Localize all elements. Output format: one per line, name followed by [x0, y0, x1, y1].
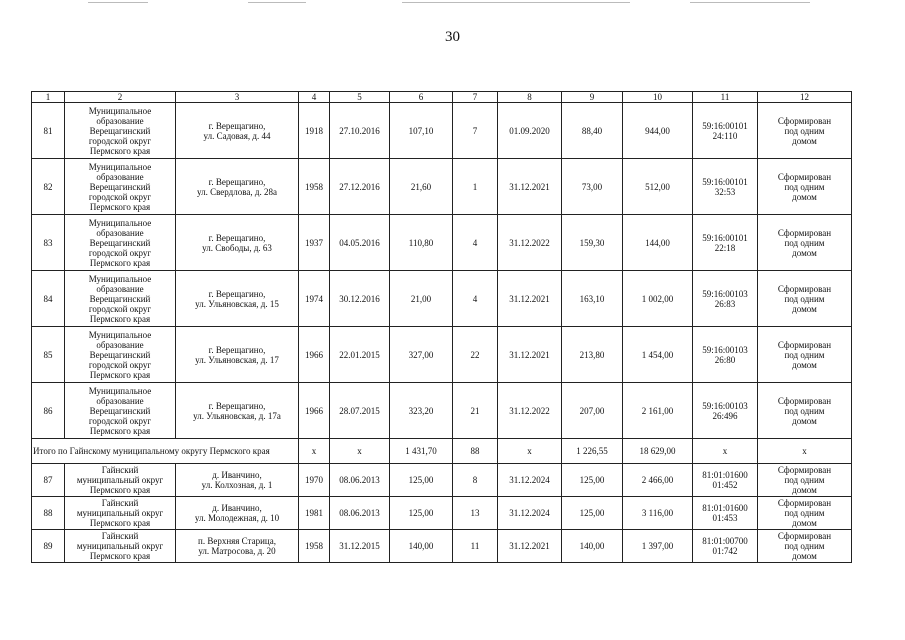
table-row	[32, 383, 852, 439]
area-cell: 323,20	[390, 383, 453, 439]
housing-table	[31, 91, 852, 563]
date-cell: 08.06.2013	[330, 464, 390, 497]
column-number-cell: 7	[453, 92, 498, 103]
table-row	[32, 215, 852, 271]
area-cell: 125,00	[562, 497, 623, 530]
column-number-cell: 2	[65, 92, 176, 103]
cadastral-number-cell: 59:16:00101 24:110	[693, 103, 758, 159]
total-value-cell: x	[330, 439, 390, 464]
cadastral-number-cell: 81:01:01600 01:452	[693, 464, 758, 497]
scan-edge-line-far	[690, 2, 810, 3]
sum-cell: 512,00	[623, 159, 693, 215]
residents-cell: 7	[453, 103, 498, 159]
row-number: 86	[32, 383, 65, 439]
scan-edge-line-left	[88, 2, 148, 3]
address-cell: г. Верещагино, ул. Свободы, д. 63	[176, 215, 299, 271]
date-cell: 31.12.2022	[498, 215, 562, 271]
status-cell: Сформирован под одним домом	[758, 215, 852, 271]
area-cell: 21,60	[390, 159, 453, 215]
year-cell: 1937	[299, 215, 330, 271]
cadastral-number-cell: 59:16:00103 26:80	[693, 327, 758, 383]
sum-cell: 2 466,00	[623, 464, 693, 497]
cadastral-number-cell: 81:01:00700 01:742	[693, 530, 758, 563]
status-cell: Сформирован под одним домом	[758, 497, 852, 530]
column-number-cell: 5	[330, 92, 390, 103]
municipality-cell: Гайнский муниципальный округ Пермского края	[65, 497, 176, 530]
date-cell: 04.05.2016	[330, 215, 390, 271]
cadastral-number-cell: 59:16:00101 22:18	[693, 215, 758, 271]
status-cell: Сформирован под одним домом	[758, 530, 852, 563]
residents-cell: 11	[453, 530, 498, 563]
date-cell: 31.12.2021	[498, 530, 562, 563]
address-cell: д. Иванчино, ул. Молодежная, д. 10	[176, 497, 299, 530]
table-row	[32, 464, 852, 497]
address-cell: п. Верхняя Старица, ул. Матросова, д. 20	[176, 530, 299, 563]
municipality-cell: Гайнский муниципальный округ Пермского края	[65, 464, 176, 497]
column-number-cell: 1	[32, 92, 65, 103]
row-number: 83	[32, 215, 65, 271]
status-cell: Сформирован под одним домом	[758, 159, 852, 215]
area-cell: 327,00	[390, 327, 453, 383]
municipality-cell: Муниципальное образование Верещагинский городской округ Пермского края	[65, 215, 176, 271]
page-number: 30	[445, 29, 460, 45]
date-cell: 22.01.2015	[330, 327, 390, 383]
total-value-cell: x	[693, 439, 758, 464]
table-row	[32, 327, 852, 383]
area-cell: 73,00	[562, 159, 623, 215]
address-cell: д. Иванчино, ул. Колхозная, д. 1	[176, 464, 299, 497]
residents-cell: 4	[453, 271, 498, 327]
address-cell: г. Верещагино, ул. Ульяновская, д. 17	[176, 327, 299, 383]
column-number-cell: 10	[623, 92, 693, 103]
date-cell: 08.06.2013	[330, 497, 390, 530]
year-cell: 1974	[299, 271, 330, 327]
area-cell: 125,00	[390, 497, 453, 530]
row-number: 84	[32, 271, 65, 327]
date-cell: 28.07.2015	[330, 383, 390, 439]
column-number-cell: 12	[758, 92, 852, 103]
cadastral-number-cell: 81:01:01600 01:453	[693, 497, 758, 530]
municipality-cell: Гайнский муниципальный округ Пермского края	[65, 530, 176, 563]
date-cell: 31.12.2024	[498, 497, 562, 530]
column-number-cell: 3	[176, 92, 299, 103]
scan-edge-line-right	[402, 2, 630, 3]
date-cell: 27.10.2016	[330, 103, 390, 159]
status-cell: Сформирован под одним домом	[758, 271, 852, 327]
address-cell: г. Верещагино, ул. Ульяновская, д. 17а	[176, 383, 299, 439]
total-value-cell: 1 226,55	[562, 439, 623, 464]
year-cell: 1966	[299, 383, 330, 439]
residents-cell: 1	[453, 159, 498, 215]
municipality-cell: Муниципальное образование Верещагинский городской округ Пермского края	[65, 103, 176, 159]
municipality-cell: Муниципальное образование Верещагинский городской округ Пермского края	[65, 159, 176, 215]
area-cell: 88,40	[562, 103, 623, 159]
row-number: 89	[32, 530, 65, 563]
column-number-cell: 11	[693, 92, 758, 103]
area-cell: 125,00	[562, 464, 623, 497]
area-cell: 140,00	[562, 530, 623, 563]
municipality-cell: Муниципальное образование Верещагинский городской округ Пермского края	[65, 327, 176, 383]
residents-cell: 13	[453, 497, 498, 530]
row-number: 82	[32, 159, 65, 215]
municipality-cell: Муниципальное образование Верещагинский городской округ Пермского края	[65, 383, 176, 439]
residents-cell: 21	[453, 383, 498, 439]
address-cell: г. Верещагино, ул. Ульяновская, д. 15	[176, 271, 299, 327]
row-number: 87	[32, 464, 65, 497]
date-cell: 30.12.2016	[330, 271, 390, 327]
date-cell: 31.12.2015	[330, 530, 390, 563]
sum-cell: 3 116,00	[623, 497, 693, 530]
sum-cell: 944,00	[623, 103, 693, 159]
column-number-row	[32, 92, 852, 103]
table-row	[32, 530, 852, 563]
total-label: Итого по Гайнскому муниципальному округу Пермского края	[32, 439, 299, 464]
residents-cell: 8	[453, 464, 498, 497]
status-cell: Сформирован под одним домом	[758, 464, 852, 497]
area-cell: 107,10	[390, 103, 453, 159]
year-cell: 1981	[299, 497, 330, 530]
year-cell: 1958	[299, 530, 330, 563]
area-cell: 125,00	[390, 464, 453, 497]
row-number: 88	[32, 497, 65, 530]
year-cell: 1918	[299, 103, 330, 159]
year-cell: 1958	[299, 159, 330, 215]
date-cell: 27.12.2016	[330, 159, 390, 215]
total-value-cell: 18 629,00	[623, 439, 693, 464]
date-cell: 31.12.2021	[498, 271, 562, 327]
total-value-cell: x	[299, 439, 330, 464]
total-value-cell: x	[498, 439, 562, 464]
total-row	[32, 439, 852, 464]
year-cell: 1966	[299, 327, 330, 383]
column-number-cell: 4	[299, 92, 330, 103]
sum-cell: 2 161,00	[623, 383, 693, 439]
row-number: 85	[32, 327, 65, 383]
cadastral-number-cell: 59:16:00103 26:496	[693, 383, 758, 439]
residents-cell: 4	[453, 215, 498, 271]
table-row	[32, 103, 852, 159]
date-cell: 01.09.2020	[498, 103, 562, 159]
area-cell: 207,00	[562, 383, 623, 439]
address-cell: г. Верещагино, ул. Свердлова, д. 28а	[176, 159, 299, 215]
table-row	[32, 159, 852, 215]
residents-cell: 22	[453, 327, 498, 383]
area-cell: 140,00	[390, 530, 453, 563]
area-cell: 21,00	[390, 271, 453, 327]
column-number-cell: 8	[498, 92, 562, 103]
sum-cell: 1 397,00	[623, 530, 693, 563]
row-number: 81	[32, 103, 65, 159]
address-cell: г. Верещагино, ул. Садовая, д. 44	[176, 103, 299, 159]
sum-cell: 144,00	[623, 215, 693, 271]
status-cell: Сформирован под одним домом	[758, 103, 852, 159]
cadastral-number-cell: 59:16:00103 26:83	[693, 271, 758, 327]
status-cell: Сформирован под одним домом	[758, 327, 852, 383]
municipality-cell: Муниципальное образование Верещагинский городской округ Пермского края	[65, 271, 176, 327]
date-cell: 31.12.2021	[498, 159, 562, 215]
scan-edge-line-mid	[248, 2, 306, 3]
year-cell: 1970	[299, 464, 330, 497]
area-cell: 163,10	[562, 271, 623, 327]
area-cell: 213,80	[562, 327, 623, 383]
total-value-cell: x	[758, 439, 852, 464]
status-cell: Сформирован под одним домом	[758, 383, 852, 439]
area-cell: 110,80	[390, 215, 453, 271]
table-row	[32, 497, 852, 530]
column-number-cell: 6	[390, 92, 453, 103]
cadastral-number-cell: 59:16:00101 32:53	[693, 159, 758, 215]
date-cell: 31.12.2024	[498, 464, 562, 497]
date-cell: 31.12.2021	[498, 327, 562, 383]
table-row	[32, 271, 852, 327]
total-value-cell: 1 431,70	[390, 439, 453, 464]
total-value-cell: 88	[453, 439, 498, 464]
column-number-cell: 9	[562, 92, 623, 103]
area-cell: 159,30	[562, 215, 623, 271]
date-cell: 31.12.2022	[498, 383, 562, 439]
sum-cell: 1 454,00	[623, 327, 693, 383]
sum-cell: 1 002,00	[623, 271, 693, 327]
